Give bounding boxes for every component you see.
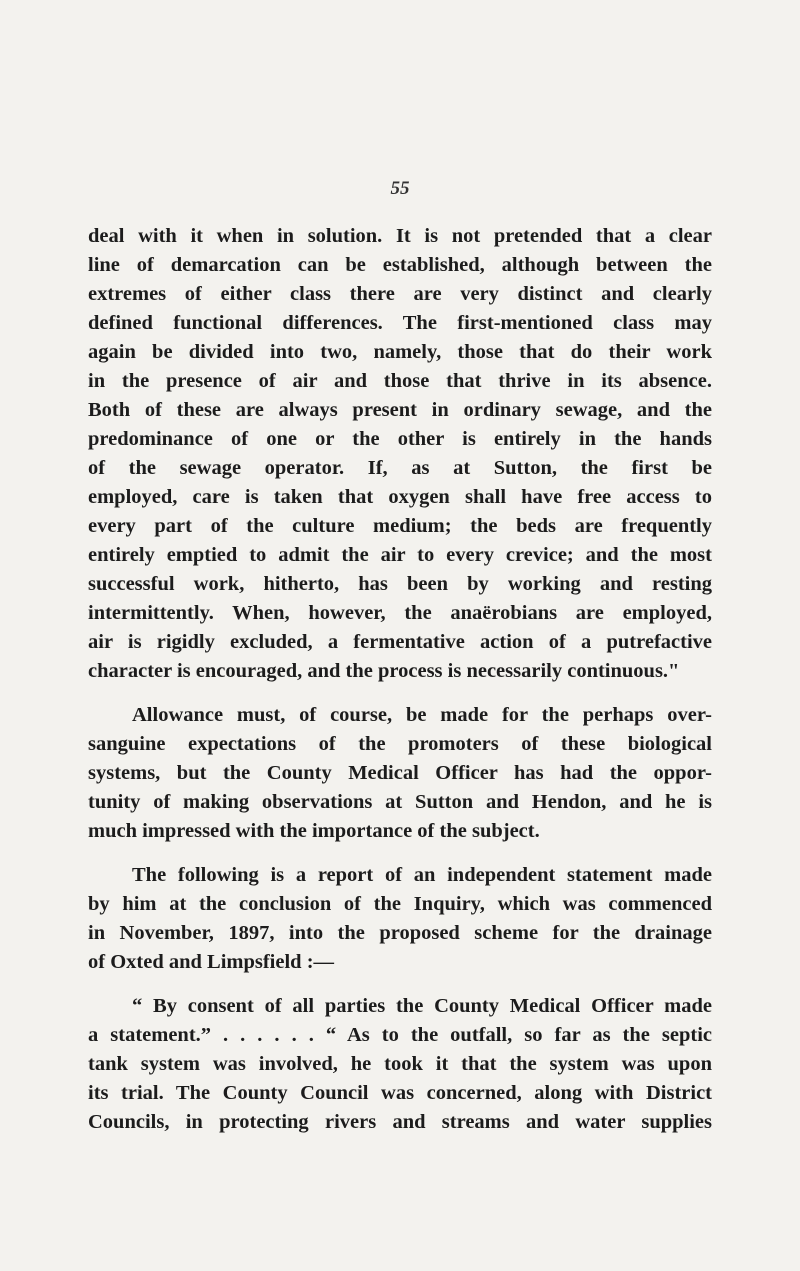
text-line: Both of these are always present in ordinary sewage, and the: [88, 399, 712, 421]
text-line: character is encouraged, and the process is necessarily continuous.": [88, 660, 680, 682]
text-line: tunity of making observations at Sutton and Hendon, and he is: [88, 791, 712, 813]
paragraph-gap: [88, 686, 712, 701]
text-line: successful work, hitherto, has been by working and resting: [88, 573, 712, 595]
text-line: The following is a report of an independent statement made: [132, 864, 712, 886]
text-line: again be divided into two, namely, those that do their work: [88, 341, 712, 363]
paragraph-3: [88, 861, 712, 977]
paragraph-gap: [88, 846, 712, 861]
text-line: a statement.” . . . . . . “ As to the outfall, so far as the septic: [88, 1024, 712, 1046]
paragraph-gap: [88, 977, 712, 992]
text-line: line of demarcation can be established, although between the: [88, 254, 712, 276]
text-line: much impressed with the importance of the subject.: [88, 820, 540, 842]
text-line: air is rigidly excluded, a fermentative action of a putrefactive: [88, 631, 712, 653]
text-line: “ By consent of all parties the County Medical Officer made: [132, 995, 712, 1017]
text-line: of the sewage operator. If, as at Sutton, the first be: [88, 457, 712, 479]
text-line: extremes of either class there are very distinct and clearly: [88, 283, 712, 305]
text-line: employed, care is taken that oxygen shall have free access to: [88, 486, 712, 508]
text-line: entirely emptied to admit the air to every crevice; and the most: [88, 544, 712, 566]
page-number: 55: [390, 178, 410, 199]
text-line: defined functional differences. The first-mentioned class may: [88, 312, 712, 334]
text-line: in the presence of air and those that thrive in its absence.: [88, 370, 712, 392]
body-text: [88, 222, 712, 1137]
paragraph-4: [88, 992, 712, 1137]
paragraph-2: [88, 701, 712, 846]
text-line: predominance of one or the other is entirely in the hands: [88, 428, 712, 450]
text-line: intermittently. When, however, the anaërobians are employed,: [88, 602, 712, 624]
paragraph-1: [88, 222, 712, 686]
text-line: Councils, in protecting rivers and streams and water supplies: [88, 1111, 712, 1133]
text-line: deal with it when in solution. It is not pretended that a clear: [88, 225, 712, 247]
text-line: Allowance must, of course, be made for the perhaps over-: [132, 704, 712, 726]
text-line: tank system was involved, he took it that the system was upon: [88, 1053, 712, 1075]
text-line: in November, 1897, into the proposed scheme for the drainage: [88, 922, 712, 944]
text-line: of Oxted and Limpsfield :—: [88, 951, 335, 973]
text-line: by him at the conclusion of the Inquiry, which was commenced: [88, 893, 712, 915]
text-line: its trial. The County Council was concerned, along with District: [88, 1082, 712, 1104]
text-line: sanguine expectations of the promoters of these biological: [88, 733, 712, 755]
text-line: systems, but the County Medical Officer has had the oppor-: [88, 762, 712, 784]
text-line: every part of the culture medium; the beds are frequently: [88, 515, 712, 537]
